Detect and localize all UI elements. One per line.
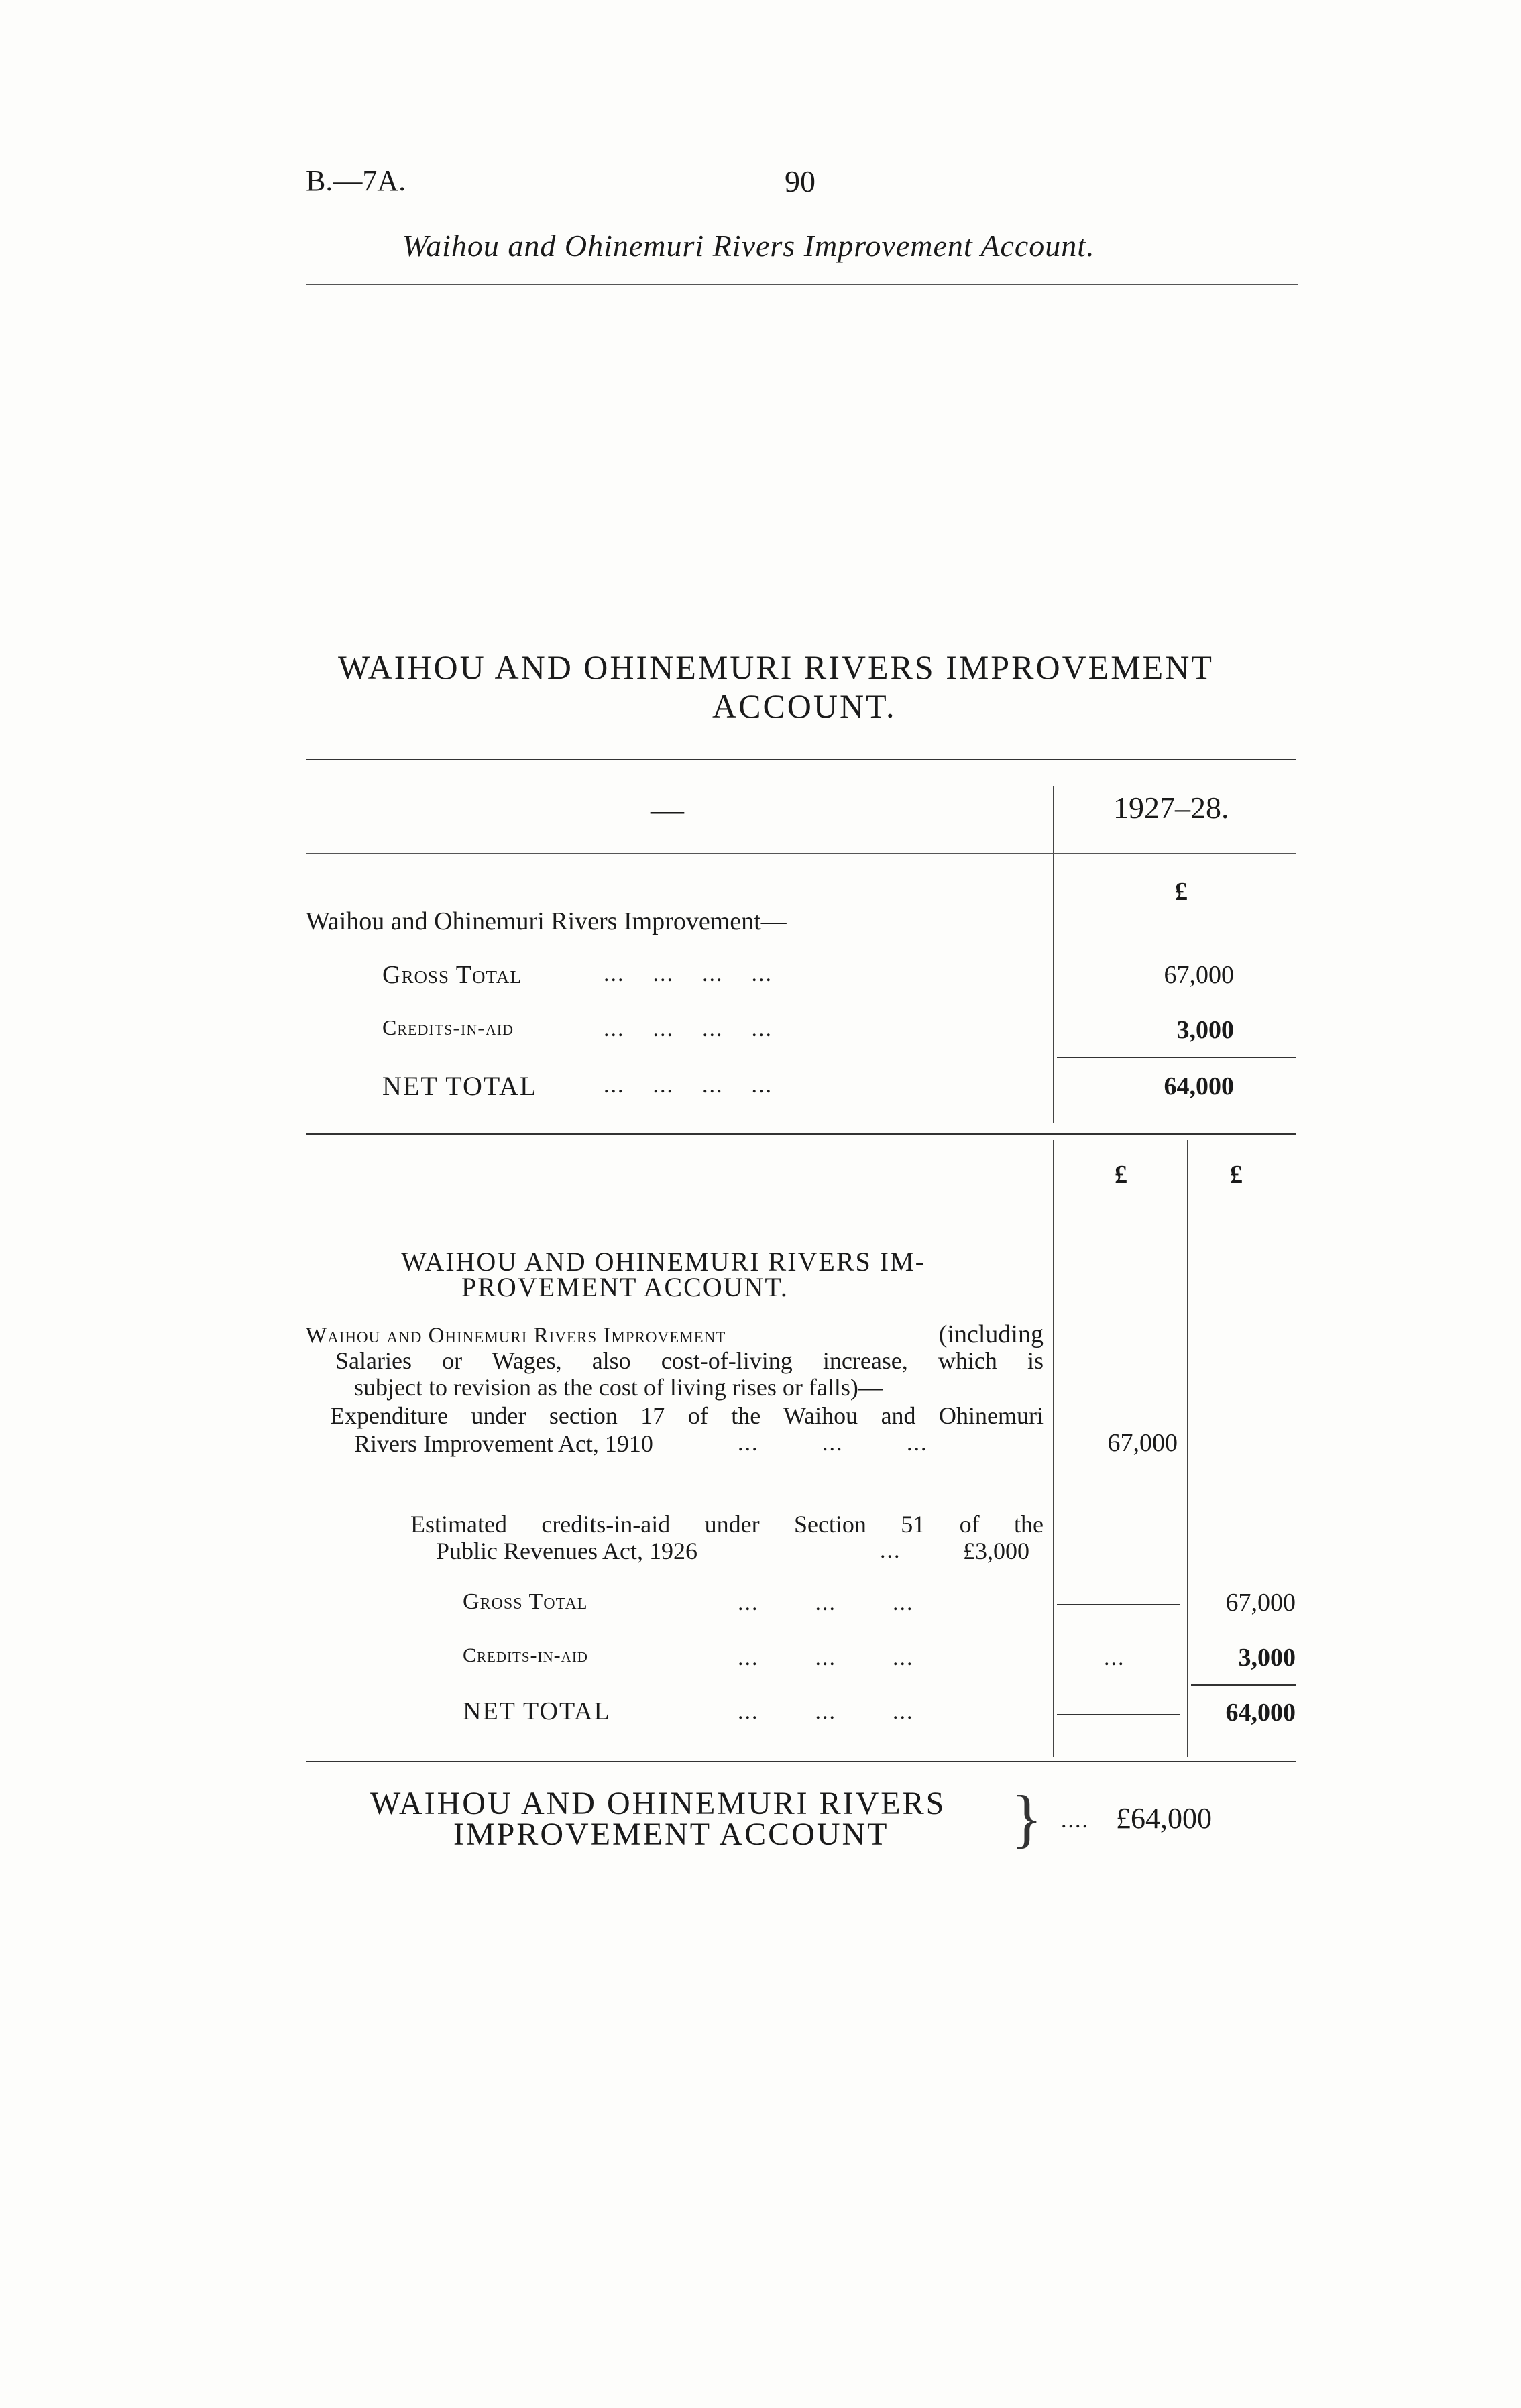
main-title-line2: ACCOUNT. <box>712 687 897 725</box>
summary-net-total-value: 64,000 <box>1164 1072 1234 1100</box>
summary-top-rule <box>306 759 1296 760</box>
summary-subtotal-rule <box>1057 1057 1296 1058</box>
summary-header-dash: — <box>651 791 684 828</box>
main-title-line1: WAIHOU AND OHINEMURI RIVERS IMPROVEMENT <box>338 648 1214 686</box>
detail-item-line4: Expenditure under section 17 of the Waihou and Ohinemuri <box>330 1402 1044 1429</box>
summary-year-header: 1927–28. <box>1113 791 1229 825</box>
summary-bottom-rule <box>306 1133 1296 1135</box>
detail-item-line2: Salaries or Wages, also cost-of-living increase, which is <box>335 1347 1044 1374</box>
summary-credits-value: 3,000 <box>1176 1016 1234 1044</box>
detail-column-divider-1 <box>1053 1140 1054 1757</box>
summary-header-rule <box>306 853 1296 854</box>
detail-item-value: 67,000 <box>1107 1429 1178 1457</box>
detail-credits-note-dots: ... <box>880 1538 901 1563</box>
detail-gross-left-rule <box>1057 1604 1180 1605</box>
page-reference: B.—7A. <box>306 164 406 197</box>
summary-heading: Waihou and Ohinemuri Rivers Improvement— <box>306 907 787 935</box>
summary-gross-total-dots: ... ... ... ... <box>604 962 773 986</box>
summary-credits-dots: ... ... ... ... <box>604 1017 773 1041</box>
detail-net-left-rule <box>1057 1714 1180 1715</box>
detail-section-title-line1: WAIHOU AND OHINEMURI RIVERS IM- <box>401 1247 925 1277</box>
summary-gross-total-label: Gross Total <box>382 961 522 989</box>
detail-column-divider-2 <box>1187 1140 1188 1757</box>
detail-credits-note-line1: Estimated credits-in-aid under Section 51 of the <box>410 1511 1044 1538</box>
detail-item-line3: subject to revision as the cost of living rises or falls)— <box>354 1374 883 1401</box>
detail-net-total-label: NET TOTAL <box>463 1697 611 1725</box>
detail-item-line5-dots: ... ... ... <box>738 1431 928 1456</box>
detail-gross-total-label: Gross Total <box>463 1589 588 1614</box>
detail-currency-right: £ <box>1230 1161 1243 1189</box>
detail-currency-left: £ <box>1115 1161 1127 1189</box>
summary-currency: £ <box>1175 878 1188 906</box>
detail-gross-total-dots: ... ... ... <box>738 1591 914 1615</box>
footer-total-dots: .... <box>1061 1808 1089 1833</box>
detail-net-total-dots: ... ... ... <box>738 1699 914 1724</box>
header-rule <box>306 284 1298 285</box>
detail-credits-label: Credits-in-aid <box>463 1644 588 1666</box>
detail-item-line1 <box>306 1320 1044 1349</box>
detail-item-lead: Waihou and Ohinemuri Rivers Improvement <box>306 1324 726 1348</box>
detail-net-total-value: 64,000 <box>1225 1699 1296 1727</box>
page-number: 90 <box>785 164 815 198</box>
detail-credits-note-amount: £3,000 <box>963 1538 1029 1564</box>
detail-section-title-line2: PROVEMENT ACCOUNT. <box>461 1272 789 1302</box>
running-title: Waihou and Ohinemuri Rivers Improvement Account. <box>402 229 1095 263</box>
detail-gross-total-value: 67,000 <box>1225 1589 1296 1617</box>
footer-total-amount: £64,000 <box>1116 1802 1212 1835</box>
footer-brace-icon: } <box>1011 1782 1043 1854</box>
detail-credits-note-line2: Public Revenues Act, 1926 <box>436 1538 697 1564</box>
summary-net-total-dots: ... ... ... ... <box>604 1073 773 1098</box>
summary-gross-total-value: 67,000 <box>1164 961 1234 989</box>
detail-item-lead-tail: (including <box>938 1320 1044 1349</box>
detail-bottom-rule <box>306 1761 1296 1762</box>
footer-total-line2: IMPROVEMENT ACCOUNT <box>453 1817 889 1852</box>
summary-net-total-label: NET TOTAL <box>382 1071 538 1101</box>
summary-credits-label: Credits-in-aid <box>382 1015 514 1039</box>
detail-credits-left-dots: ... <box>1104 1646 1125 1670</box>
detail-item-line5: Rivers Improvement Act, 1910 <box>354 1430 653 1457</box>
footer-total-line1: WAIHOU AND OHINEMURI RIVERS <box>370 1786 946 1821</box>
summary-column-divider <box>1053 786 1054 1123</box>
detail-subtotal-rule <box>1191 1684 1296 1686</box>
detail-credits-value: 3,000 <box>1238 1644 1296 1672</box>
detail-credits-dots: ... ... ... <box>738 1646 914 1670</box>
